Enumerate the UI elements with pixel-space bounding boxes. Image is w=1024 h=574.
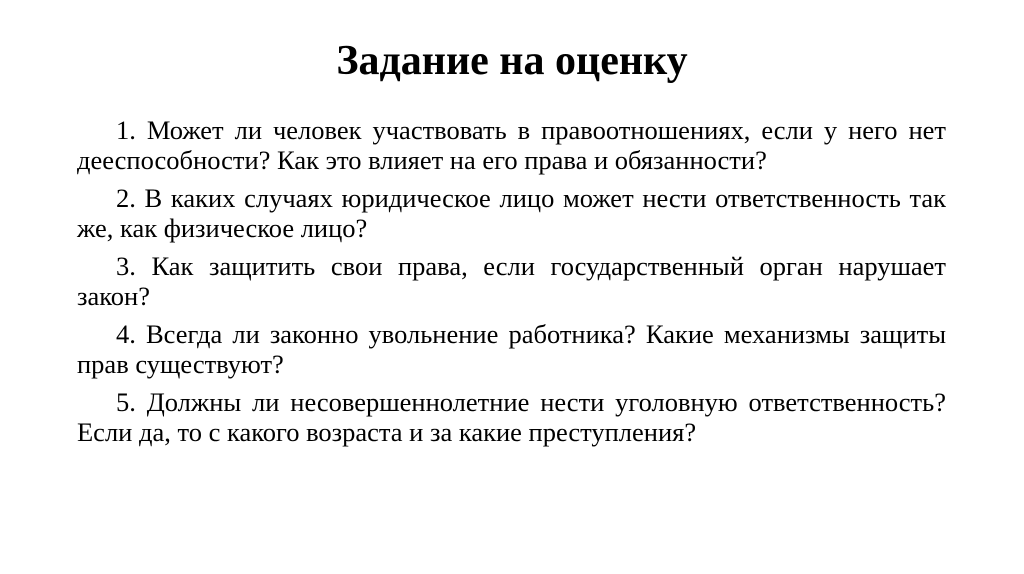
question-list <box>77 115 946 455</box>
question-4: 4. Всегда ли законно увольнение работника? Какие механизмы защиты прав существуют? <box>77 319 946 379</box>
question-3: 3. Как защитить свои права, если государственный орган нарушает закон? <box>77 251 946 311</box>
question-2: 2. В каких случаях юридическое лицо может нести ответственность так же, как физическое лицо? <box>77 183 946 243</box>
question-1: 1. Может ли человек участвовать в правоотношениях, если у него нет дееспособности? Как это влияет на его права и обязанности? <box>77 115 946 175</box>
slide-title: Задание на оценку <box>336 38 688 84</box>
question-5: 5. Должны ли несовершеннолетние нести уголовную ответственность? Если да, то с какого возраста и за какие преступления? <box>77 387 946 447</box>
